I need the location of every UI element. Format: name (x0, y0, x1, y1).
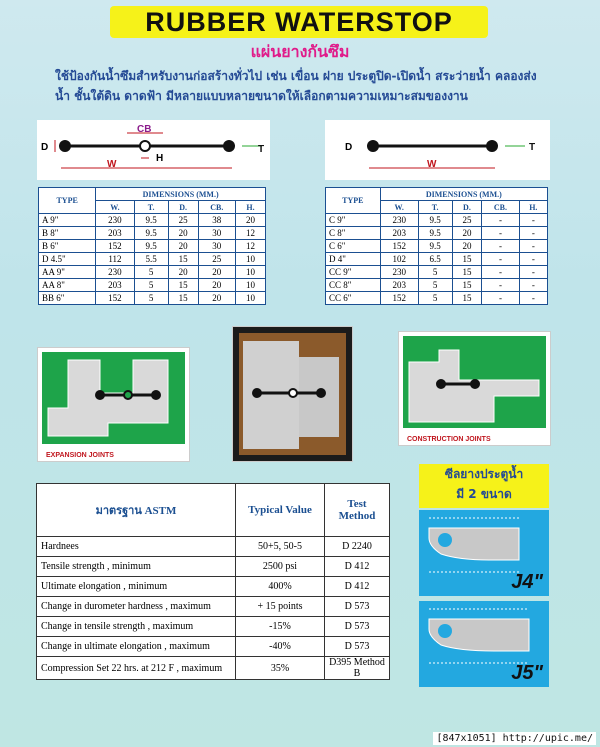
col-header: CB. (482, 201, 519, 214)
spec-row (37, 537, 390, 557)
j4-label: J4" (511, 571, 543, 593)
dimension-cell: 12 (236, 227, 266, 240)
table-row (326, 279, 548, 292)
spec-row (37, 617, 390, 637)
type-cell: B 6" (39, 240, 96, 253)
label-h: H (156, 153, 164, 164)
property-cell: Hardnees (37, 537, 236, 557)
table-row (39, 266, 266, 279)
construction-joints-panel (398, 331, 551, 446)
dimension-cell: 25 (452, 214, 482, 227)
spec-header-value: Typical Value (236, 484, 325, 537)
label-w: W (427, 159, 437, 170)
dimension-cell: 20 (452, 227, 482, 240)
type-cell: D 4" (326, 253, 381, 266)
table-row (39, 253, 266, 266)
col-header: D. (168, 201, 198, 214)
method-cell: D 573 (325, 617, 390, 637)
wall-joint-panel (232, 326, 353, 462)
dimension-cell: 152 (96, 292, 134, 305)
property-cell: Compression Set 22 hrs. at 212 F , maximum (37, 657, 236, 680)
dimension-cell: 30 (198, 227, 236, 240)
table-row (39, 292, 266, 305)
dimension-cell: 20 (168, 266, 198, 279)
dimension-cell: 15 (452, 279, 482, 292)
dimension-cell: 203 (96, 279, 134, 292)
dimension-cell: 10 (236, 253, 266, 266)
expansion-joints-label: EXPANSION JOINTS (46, 452, 114, 459)
type-cell: AA 8" (39, 279, 96, 292)
dimension-cell: 5.5 (134, 253, 168, 266)
dimensions-table-left (38, 187, 266, 305)
col-header: D. (452, 201, 482, 214)
door-seal-title-line2: มี 2 ขนาด (456, 487, 512, 501)
dimension-cell: 12 (236, 240, 266, 253)
dimension-cell: 10 (236, 266, 266, 279)
dimension-cell: 203 (380, 227, 418, 240)
type-cell: BB 6" (39, 292, 96, 305)
col-header: T. (134, 201, 168, 214)
wall-joint-illustration (233, 327, 352, 461)
dim-header: DIMENSIONS (MM.) (380, 188, 547, 201)
dimension-cell: - (482, 240, 519, 253)
type-cell: A 9" (39, 214, 96, 227)
dimensions-table-right (325, 187, 548, 305)
dimension-cell: 20 (236, 214, 266, 227)
j5-seal-panel (419, 601, 549, 687)
table-row (39, 214, 266, 227)
type-cell: CC 9" (326, 266, 381, 279)
dimension-cell: - (482, 227, 519, 240)
table-row (39, 279, 266, 292)
dimension-cell: - (482, 292, 519, 305)
dimension-cell: 9.5 (134, 240, 168, 253)
page-title: RUBBER WATERSTOP (145, 6, 453, 37)
table-row (326, 266, 548, 279)
type-cell: C 8" (326, 227, 381, 240)
dimension-cell: 9.5 (134, 227, 168, 240)
label-t: T (529, 142, 536, 153)
waterstop-diagram-cb (37, 120, 270, 180)
method-cell: D 2240 (325, 537, 390, 557)
method-cell: D 412 (325, 557, 390, 577)
table-row (39, 227, 266, 240)
astm-spec-table (36, 483, 390, 680)
dimension-cell: 9.5 (418, 240, 452, 253)
dimension-cell: 9.5 (134, 214, 168, 227)
table-row (326, 292, 548, 305)
table-body (326, 214, 548, 305)
label-d: D (345, 142, 353, 153)
dimension-cell: 112 (96, 253, 134, 266)
dimension-cell: 9.5 (418, 227, 452, 240)
value-cell: 2500 psi (236, 557, 325, 577)
property-cell: Change in tensile strength , maximum (37, 617, 236, 637)
door-seal-title-line1: ซีลยางประตูน้ำ (444, 467, 524, 481)
dimension-cell: - (519, 279, 547, 292)
dimension-cell: 38 (198, 214, 236, 227)
dimension-cell: 152 (96, 240, 134, 253)
col-header: W. (96, 201, 134, 214)
expansion-joints-illustration (38, 348, 189, 448)
dimension-cell: 102 (380, 253, 418, 266)
value-cell: 50+5, 50-5 (236, 537, 325, 557)
dimension-cell: 20 (198, 292, 236, 305)
dimension-cell: 25 (198, 253, 236, 266)
dimension-cell: 5 (418, 279, 452, 292)
value-cell: -40% (236, 637, 325, 657)
dimension-cell: 20 (452, 240, 482, 253)
spec-row (37, 577, 390, 597)
construction-joints-illustration (399, 332, 550, 432)
description-text: ใช้ป้องกันน้ำซึมสำหรับงานก่อสร้างทั่วไป เช่น เขื่อน ฝาย ประตูปิด-เปิดน้ำ สระว่ายน้ำ คลองส่งน้ำ ชั้นใต้ดิน ดาดฟ้า มีหลายแบบหลายขนาดให้เลือกตามความเหมาะสมของงาน (55, 69, 537, 103)
spec-row (37, 657, 390, 680)
dimension-cell: - (519, 214, 547, 227)
dimension-cell: 203 (96, 227, 134, 240)
property-cell: Tensile strength , minimum (37, 557, 236, 577)
dimension-cell: 15 (168, 279, 198, 292)
type-cell: D 4.5" (39, 253, 96, 266)
dimension-cell: 20 (168, 227, 198, 240)
dimension-cell: 15 (452, 253, 482, 266)
spec-table-body (37, 537, 390, 680)
col-header: W. (380, 201, 418, 214)
dimension-cell: 230 (380, 214, 418, 227)
dimension-cell: 10 (236, 279, 266, 292)
spec-row (37, 557, 390, 577)
title-banner (110, 6, 488, 38)
j5-label: J5" (511, 662, 543, 684)
dimension-cell: 15 (452, 292, 482, 305)
value-cell: -15% (236, 617, 325, 637)
dimension-cell: - (482, 266, 519, 279)
dimension-cell: 15 (168, 253, 198, 266)
property-cell: Change in ultimate elongation , maximum (37, 637, 236, 657)
waterstop-plain-svg (325, 120, 550, 180)
method-cell: D 412 (325, 577, 390, 597)
dimension-cell: 152 (380, 240, 418, 253)
method-cell: D 573 (325, 597, 390, 617)
dimension-cell: - (519, 253, 547, 266)
door-seal-title (419, 464, 549, 508)
type-header: TYPE (326, 188, 381, 214)
type-cell: C 6" (326, 240, 381, 253)
type-cell: CC 8" (326, 279, 381, 292)
dimension-cell: - (519, 227, 547, 240)
col-header: CB. (198, 201, 236, 214)
table-row (326, 214, 548, 227)
value-cell: 35% (236, 657, 325, 680)
dimension-cell: 20 (198, 279, 236, 292)
dimension-cell: 20 (198, 266, 236, 279)
dimension-cell: - (519, 292, 547, 305)
dimension-cell: 5 (418, 292, 452, 305)
dimension-cell: - (482, 214, 519, 227)
watermark: [847x1051] http://upic.me/ (433, 732, 596, 745)
type-cell: C 9" (326, 214, 381, 227)
label-d: D (41, 142, 49, 153)
waterstop-cb-svg (37, 120, 270, 180)
method-cell: D395 Method B (325, 657, 390, 680)
type-cell: B 8" (39, 227, 96, 240)
j4-seal-panel (419, 510, 549, 596)
spec-row (37, 597, 390, 617)
dimension-cell: 10 (236, 292, 266, 305)
dimension-cell: 15 (452, 266, 482, 279)
type-cell: CC 6" (326, 292, 381, 305)
dimension-cell: 6.5 (418, 253, 452, 266)
spec-header-standard: มาตรฐาน ASTM (37, 484, 236, 537)
dimension-cell: 5 (134, 292, 168, 305)
dimension-cell: 20 (168, 240, 198, 253)
property-cell: Change in durometer hardness , maximum (37, 597, 236, 617)
spec-header-method: Test Method (325, 484, 390, 537)
label-t: T (258, 144, 265, 155)
col-header: H. (236, 201, 266, 214)
waterstop-diagram-plain (325, 120, 550, 180)
dimension-cell: 230 (380, 266, 418, 279)
spec-row (37, 637, 390, 657)
dimension-cell: 15 (168, 292, 198, 305)
label-w: W (107, 159, 117, 170)
dimension-cell: 5 (134, 266, 168, 279)
type-header: TYPE (39, 188, 96, 214)
value-cell: 400% (236, 577, 325, 597)
table-row (326, 240, 548, 253)
construction-joints-label: CONSTRUCTION JOINTS (407, 436, 491, 443)
dimension-cell: 152 (380, 292, 418, 305)
dimension-cell: - (519, 266, 547, 279)
dimension-cell: 203 (380, 279, 418, 292)
table-body (39, 214, 266, 305)
value-cell: + 15 points (236, 597, 325, 617)
type-cell: AA 9" (39, 266, 96, 279)
col-header: H. (519, 201, 547, 214)
dimension-cell: 5 (134, 279, 168, 292)
dimension-cell: 25 (168, 214, 198, 227)
col-header: T. (418, 201, 452, 214)
dimension-cell: 9.5 (418, 214, 452, 227)
label-cb: CB (137, 124, 152, 135)
page-subtitle: แผ่นยางกันซึม (250, 42, 350, 61)
dim-header: DIMENSIONS (MM.) (96, 188, 266, 201)
dimension-cell: - (482, 279, 519, 292)
dimension-cell: 230 (96, 214, 134, 227)
table-row (326, 227, 548, 240)
dimension-cell: 5 (418, 266, 452, 279)
dimension-cell: 30 (198, 240, 236, 253)
expansion-joints-panel (37, 347, 190, 462)
dimension-cell: - (482, 253, 519, 266)
method-cell: D 573 (325, 637, 390, 657)
table-row (326, 253, 548, 266)
dimension-cell: - (519, 240, 547, 253)
dimension-cell: 230 (96, 266, 134, 279)
table-row (39, 240, 266, 253)
property-cell: Ultimate elongation , minimum (37, 577, 236, 597)
